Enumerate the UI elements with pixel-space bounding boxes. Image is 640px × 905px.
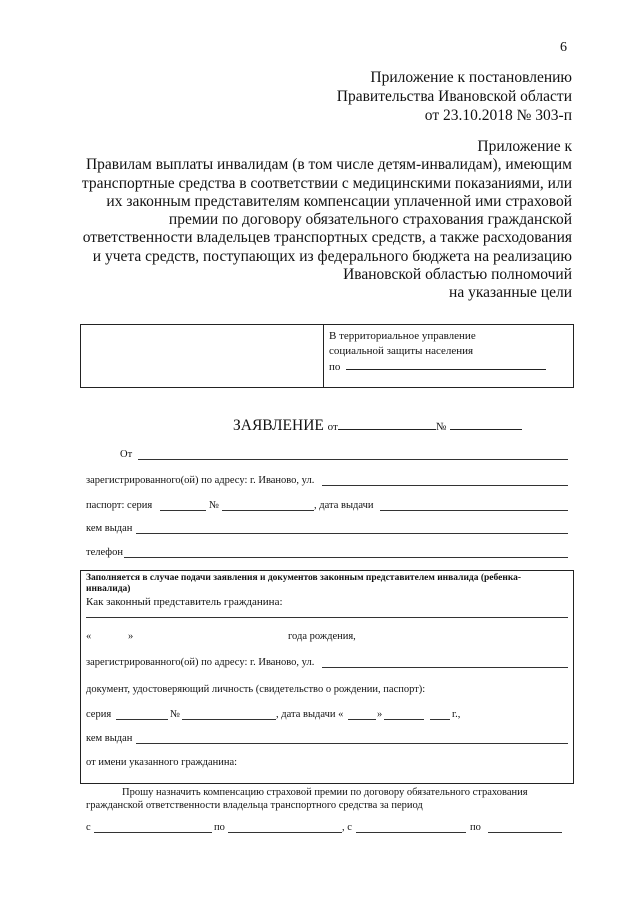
rep-issued-by-label: кем выдан [86,733,133,744]
header-line: транспортные средства в соответствии с медицинскими показаниями, или [81,174,572,192]
request-line: гражданской ответственности владельца транспортного средства за период [86,800,423,811]
addressee-block [329,329,546,375]
page-number: 6 [560,40,567,55]
rep-issue-year-field[interactable] [430,719,450,720]
header-line: Правительства Ивановской области [336,88,572,105]
addressee-line: В территориальное управление [329,330,476,342]
rep-heading-cont: инвалида) [86,584,131,594]
department-field[interactable] [346,359,546,370]
on-behalf-label: от имени указанного гражданина: [86,757,238,768]
rep-issue-day-field[interactable] [348,719,376,720]
rep-issued-by-field[interactable] [136,743,568,744]
addressee-label: по [329,361,341,373]
period-to2-label: по [470,822,481,833]
from-label: От [120,449,133,460]
header-line: Приложение к [477,138,572,155]
title-num: № [435,421,447,433]
phone-field[interactable] [124,557,568,558]
rep-series-label: серия [86,709,112,720]
rep-issue-month-field[interactable] [384,719,424,720]
quote-open: « [86,631,92,642]
number-field[interactable] [450,419,522,430]
header-line: их законным представителям компенсации уплаченной ими страховой [106,192,572,210]
header-line: от 23.10.2018 № 303-п [424,107,572,124]
address-label: зарегистрированного(ой) по адресу: г. Иваново, ул. [86,475,315,486]
rep-address-label: зарегистрированного(ой) по адресу: г. Иваново, ул. [86,657,315,668]
passport-series-field[interactable] [160,510,206,511]
issue-date-field[interactable] [380,510,568,511]
title-from: от [327,421,338,433]
period-from-label: с [86,822,91,833]
rep-series-field[interactable] [116,719,168,720]
header-line: и учета средств, поступающих из федерального бюджета на реализацию [92,247,572,265]
title-word: ЗАЯВЛЕНИЕ [233,417,324,434]
addressee-line [329,359,546,375]
issued-by-label: кем выдан [86,523,133,534]
period-from2-label: , с [342,822,352,833]
rep-issue-date-label: , дата выдачи « [276,709,344,720]
header-line: Правилам выплаты инвалидам (в том числе детям-инвалидам), имеющим [85,156,572,174]
header-line: Приложение к постановлению [370,69,572,86]
date-field[interactable] [338,419,436,430]
period-from-field[interactable] [94,832,212,833]
header-line: на указанные цели [449,284,572,302]
header-line: премии по договору обязательного страхования гражданской [168,211,572,229]
quote-close: » [128,631,134,642]
applicant-name-field[interactable] [138,459,568,460]
passport-number-field[interactable] [222,510,314,511]
rep-address-field[interactable] [322,667,568,668]
period-from2-field[interactable] [356,832,466,833]
id-doc-label: документ, удостоверяющий личность (свидетельство о рождении, паспорт): [86,684,426,695]
request-paragraph [86,786,572,812]
addressee-line: социальной защиты населения [329,345,474,357]
request-line: Прошу назначить компенсацию страховой премии по договору обязательного страхования [122,787,528,798]
addressee-table [80,324,574,388]
applicant-address-field[interactable] [322,485,568,486]
header-rules [52,138,572,303]
issued-by-field[interactable] [136,533,568,534]
birth-year-label: года рождения, [288,631,356,642]
phone-label: телефон [86,547,123,558]
header-line: ответственности владельцев транспортных средств, а также расходования [82,229,572,247]
issue-date-label: , дата выдачи [314,500,374,511]
application-title [233,417,522,435]
period-to-label: по [214,822,225,833]
rep-num-label: № [170,709,181,720]
period-to-field[interactable] [228,832,342,833]
table-divider [323,325,324,387]
rep-heading: Заполняется в случае подачи заявления и документов законным представителем инвалида (ребенка- [86,573,522,583]
header-resolution [52,68,572,125]
rep-citizen-name-field[interactable] [86,617,568,618]
rep-year-suffix: г., [452,709,461,720]
period-to2-field[interactable] [488,832,562,833]
rep-as-label: Как законный представитель гражданина: [86,596,283,608]
header-line: Ивановской областью полномочий [343,266,572,284]
rep-close-quote: » [377,709,383,720]
rep-number-field[interactable] [182,719,276,720]
passport-num-label: № [209,500,220,511]
passport-series-label: паспорт: серия [86,500,153,511]
